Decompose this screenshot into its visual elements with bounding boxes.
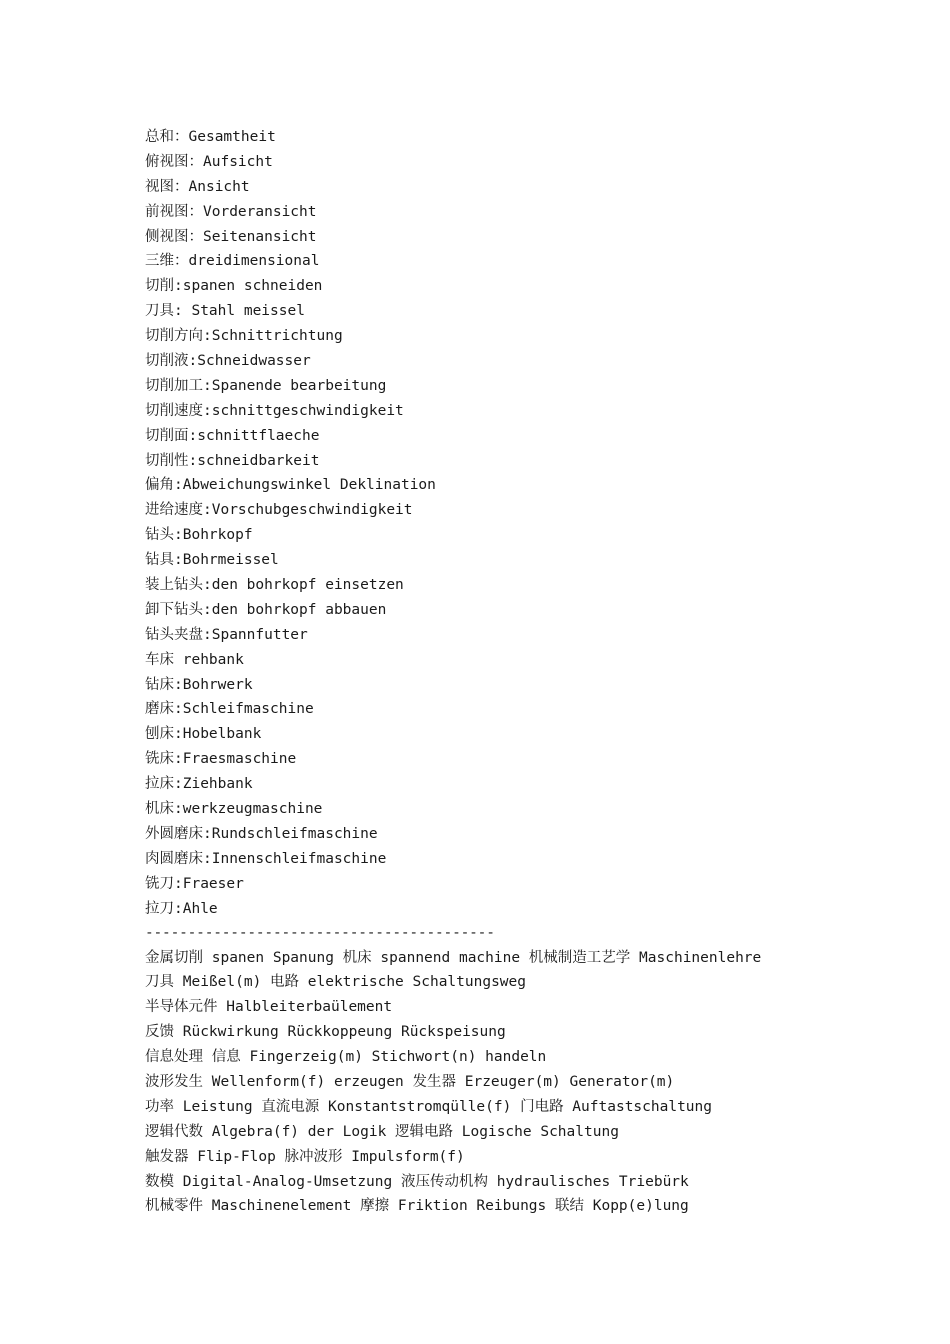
glossary-line: 数模 Digital-Analog-Umsetzung 液压传动机构 hydraulisches Triebürk [145, 1173, 689, 1190]
glossary-line: 肉圆磨床:Innenschleifmaschine [145, 850, 387, 867]
document-body [145, 125, 925, 1219]
glossary-line: 功率 Leistung 直流电源 Konstantstromqülle(f) 门电路 Auftastschaltung [145, 1098, 712, 1115]
glossary-line: 金属切削 spanen Spanung 机床 spannend machine 机械制造工艺学 Maschinenlehre [145, 949, 762, 966]
glossary-line: 拉刀:Ahle [145, 900, 218, 917]
glossary-line: 视图：Ansicht [145, 178, 250, 195]
glossary-line: 信息处理 信息 Fingerzeig(m) Stichwort(n) handeln [145, 1049, 547, 1066]
glossary-line: 钻头:Bohrkopf [145, 527, 253, 544]
glossary-line: 刀具 Meißel(m) 电路 elektrische Schaltungsweg [145, 974, 526, 991]
glossary-line: 切削液:Schneidwasser [145, 353, 311, 370]
glossary-line: 机械零件 Maschinenelement 摩擦 Friktion Reibungs 联结 Kopp(e)lung [145, 1198, 689, 1215]
glossary-line: 钻头夹盘:Spannfutter [145, 626, 308, 643]
glossary-line: 铣刀:Fraeser [145, 875, 244, 892]
glossary-line: 偏角:Abweichungswinkel Deklination [145, 477, 436, 494]
glossary-line: 波形发生 Wellenform(f) erzeugen 发生器 Erzeuger(m) Generator(m) [145, 1073, 675, 1090]
glossary-line: 触发器 Flip-Flop 脉冲波形 Impulsform(f) [145, 1148, 465, 1165]
glossary-line: 切削方向:Schnittrichtung [145, 328, 343, 345]
glossary-line: 切削:spanen schneiden [145, 278, 323, 295]
glossary-line: 半导体元件 Halbleiterbaülement [145, 999, 393, 1016]
glossary-line: 切削性:schneidbarkeit [145, 452, 320, 469]
glossary-line: 切削加工:Spanende bearbeitung [145, 377, 387, 394]
glossary-line: 外圆磨床:Rundschleifmaschine [145, 825, 378, 842]
glossary-line: 磨床:Schleifmaschine [145, 701, 314, 718]
glossary-line: 刀具: Stahl meissel [145, 303, 305, 320]
glossary-line: 反馈 Rückwirkung Rückkoppeung Rückspeisung [145, 1024, 506, 1041]
glossary-line: 切削速度:schnittgeschwindigkeit [145, 402, 404, 419]
glossary-line: 卸下钻头:den bohrkopf abbauen [145, 601, 387, 618]
glossary-top [145, 125, 925, 922]
glossary-line: 三维：dreidimensional [145, 253, 320, 270]
dashed-separator: ----------------------------------------- [145, 924, 495, 941]
glossary-line: 总和：Gesamtheit [145, 129, 276, 145]
glossary-line: 钻具:Bohrmeissel [145, 552, 279, 569]
glossary-line: 逻辑代数 Algebra(f) der Logik 逻辑电路 Logische Schaltung [145, 1123, 619, 1140]
glossary-line: 拉床:Ziehbank [145, 776, 253, 793]
glossary-line: 钻床:Bohrwerk [145, 676, 253, 693]
glossary-line: 侧视图：Seitenansicht [145, 228, 317, 245]
glossary-line: 俯视图：Aufsicht [145, 153, 273, 170]
glossary-line: 刨床:Hobelbank [145, 726, 262, 743]
glossary-line: 装上钻头:den bohrkopf einsetzen [145, 577, 404, 594]
glossary-line: 切削面:schnittflaeche [145, 427, 320, 444]
glossary-bottom [145, 946, 925, 1220]
glossary-line: 机床:werkzeugmaschine [145, 801, 323, 818]
glossary-line: 铣床:Fraesmaschine [145, 751, 297, 768]
glossary-line: 进给速度:Vorschubgeschwindigkeit [145, 502, 413, 519]
glossary-line: 前视图：Vorderansicht [145, 203, 317, 220]
glossary-line: 车床 rehbank [145, 651, 244, 668]
